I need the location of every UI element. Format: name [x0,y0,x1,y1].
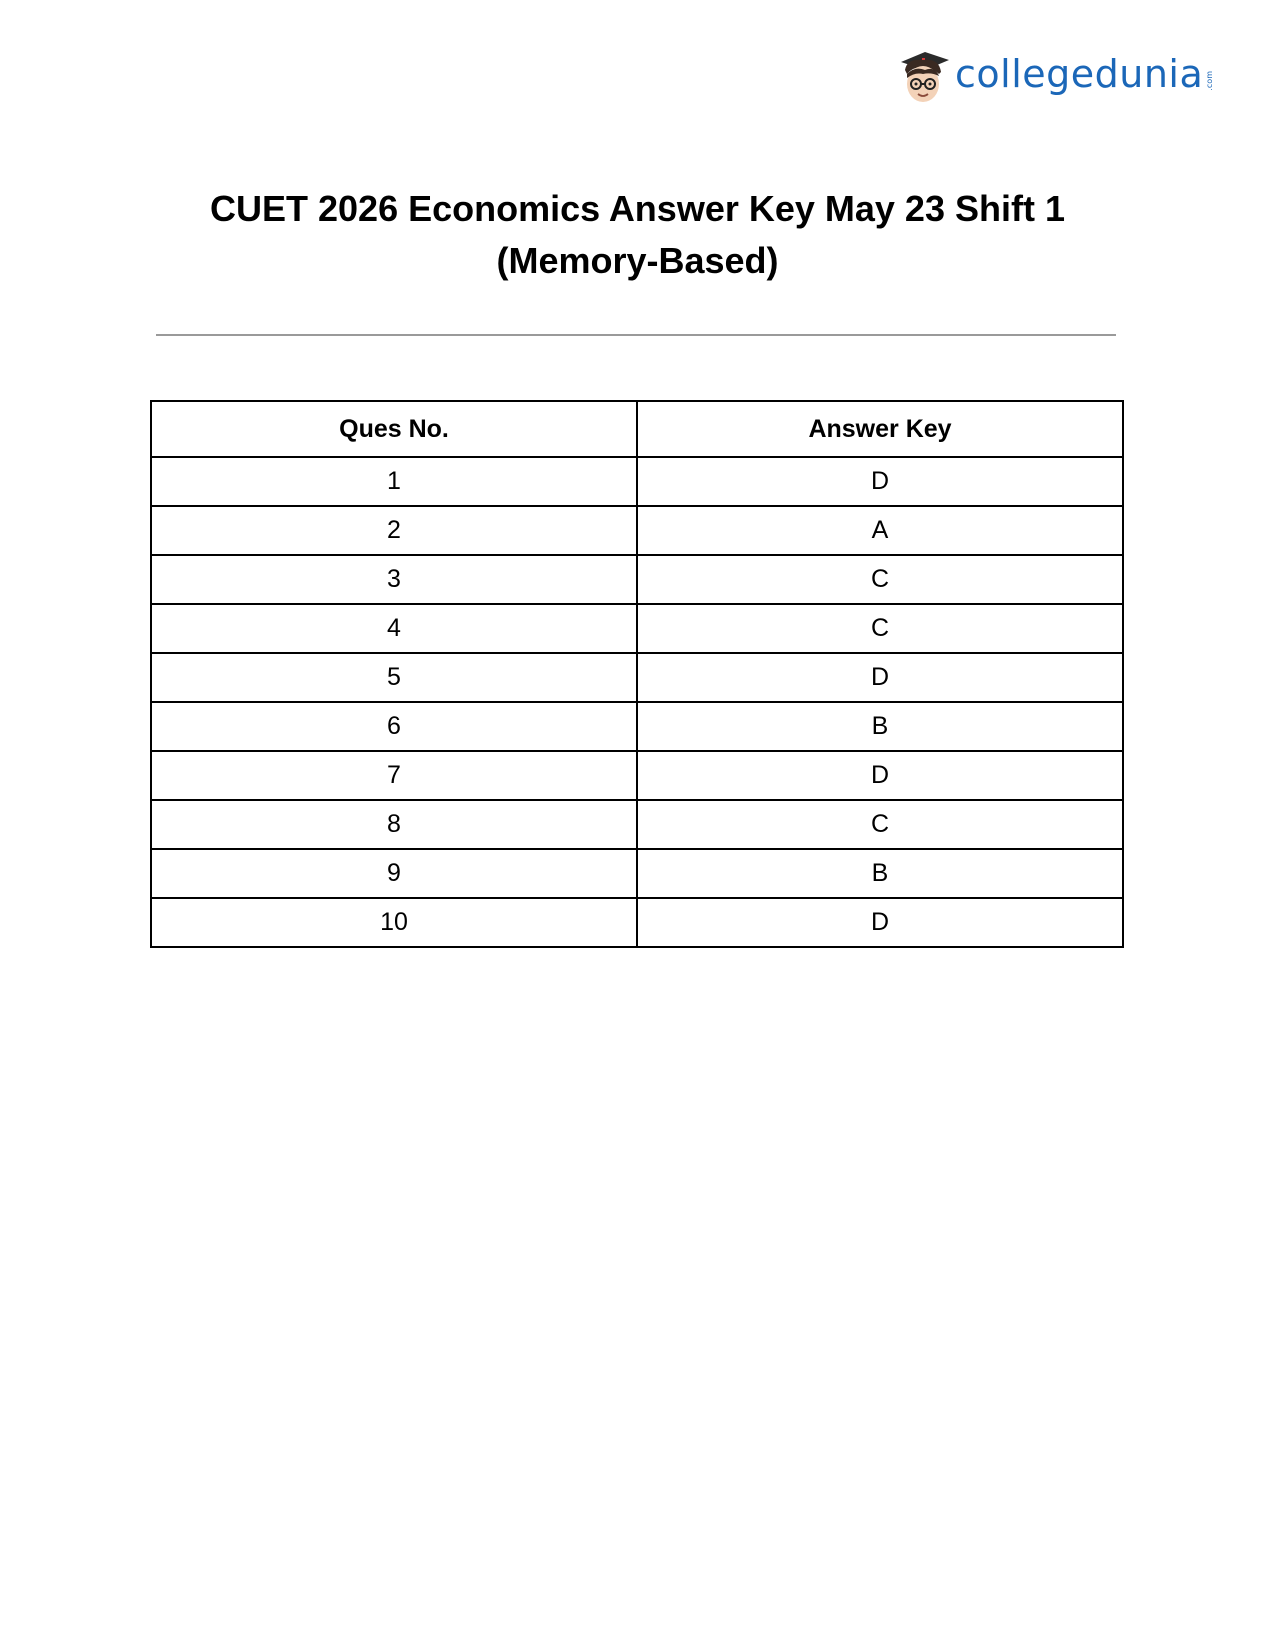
answer-key-table [150,400,1124,948]
table-row [151,506,1123,555]
ques-no-cell: 4 [151,604,637,653]
table-row [151,457,1123,506]
ques-no-cell: 9 [151,849,637,898]
answer-cell: B [637,702,1123,751]
table-row [151,653,1123,702]
answer-cell: C [637,800,1123,849]
table-row [151,849,1123,898]
page-title [100,183,1175,287]
answer-cell: B [637,849,1123,898]
title-line-2: (Memory-Based) [496,240,779,281]
collegedunia-logo [895,40,1214,112]
answer-cell: D [637,653,1123,702]
ques-no-cell: 6 [151,702,637,751]
answer-cell: D [637,751,1123,800]
title-divider [156,334,1116,336]
ques-no-cell: 8 [151,800,637,849]
table-row [151,898,1123,947]
table-header-row [151,401,1123,457]
logo-suffix: .com [1205,71,1215,91]
ques-no-cell: 7 [151,751,637,800]
answer-cell: A [637,506,1123,555]
answer-cell: D [637,898,1123,947]
logo-wordmark: collegedunia [955,52,1204,96]
table-row [151,751,1123,800]
ques-no-cell: 10 [151,898,637,947]
ques-no-cell: 2 [151,506,637,555]
ques-no-cell: 3 [151,555,637,604]
table-row [151,800,1123,849]
ques-no-cell: 5 [151,653,637,702]
header-ques-no: Ques No. [151,401,637,457]
table-row [151,604,1123,653]
answer-cell: C [637,604,1123,653]
answer-cell: C [637,555,1123,604]
table-row [151,555,1123,604]
title-line-1: CUET 2026 Economics Answer Key May 23 Shift 1 [210,188,1065,229]
ques-no-cell: 1 [151,457,637,506]
table-row [151,702,1123,751]
answer-cell: D [637,457,1123,506]
mascot-icon [895,44,951,108]
header-answer-key: Answer Key [637,401,1123,457]
